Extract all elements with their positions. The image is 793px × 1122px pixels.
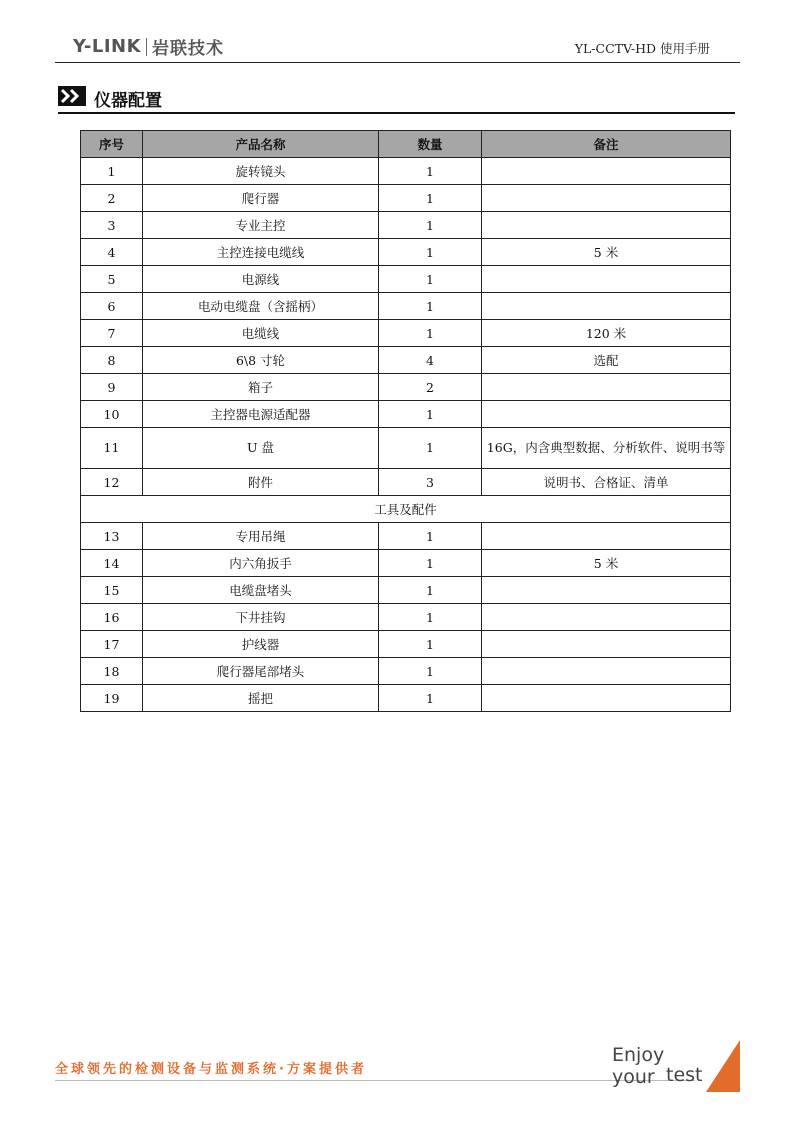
group-row <box>81 496 731 523</box>
table-row <box>81 185 731 212</box>
cell-number: 16 <box>81 604 143 631</box>
cell-note <box>482 158 731 185</box>
column-header-number: 序号 <box>81 131 143 158</box>
cell-number: 5 <box>81 266 143 293</box>
table-row <box>81 658 731 685</box>
cell-number: 10 <box>81 401 143 428</box>
cell-number: 12 <box>81 469 143 496</box>
cell-note <box>482 658 731 685</box>
cell-number: 14 <box>81 550 143 577</box>
cell-quantity: 1 <box>379 658 482 685</box>
table-row <box>81 239 731 266</box>
cell-number: 17 <box>81 631 143 658</box>
double-chevron-icon <box>58 86 86 106</box>
brand-tagline-line2: test <box>666 1064 703 1086</box>
cell-quantity: 1 <box>379 631 482 658</box>
cell-quantity: 1 <box>379 320 482 347</box>
cell-note <box>482 604 731 631</box>
footer-divider <box>55 1080 695 1081</box>
cell-product-name: 主控器电源适配器 <box>143 401 379 428</box>
cell-number: 6 <box>81 293 143 320</box>
brand-tagline <box>612 1044 712 1088</box>
cell-quantity: 1 <box>379 293 482 320</box>
logo-divider <box>146 38 147 56</box>
cell-note: 120 米 <box>482 320 731 347</box>
cell-note <box>482 401 731 428</box>
table-row <box>81 320 731 347</box>
document-title: YL-CCTV-HD 使用手册 <box>574 41 710 56</box>
cell-number: 7 <box>81 320 143 347</box>
cell-product-name: 旋转镜头 <box>143 158 379 185</box>
cell-note: 说明书、合格证、清单 <box>482 469 731 496</box>
cell-quantity: 1 <box>379 185 482 212</box>
cell-product-name: 内六角扳手 <box>143 550 379 577</box>
cell-number: 11 <box>81 428 143 469</box>
section-heading <box>58 86 735 114</box>
cell-quantity: 1 <box>379 428 482 469</box>
cell-note <box>482 185 731 212</box>
cell-note <box>482 685 731 712</box>
table-row <box>81 347 731 374</box>
cell-product-name: 下井挂钩 <box>143 604 379 631</box>
table-row <box>81 550 731 577</box>
logo-chinese-name: 岩联技术 <box>152 39 225 59</box>
cell-product-name: 电动电缆盘（含摇柄） <box>143 293 379 320</box>
table-row <box>81 631 731 658</box>
cell-product-name: 专用吊绳 <box>143 523 379 550</box>
cell-number: 8 <box>81 347 143 374</box>
cell-number: 19 <box>81 685 143 712</box>
cell-number: 2 <box>81 185 143 212</box>
table-row <box>81 523 731 550</box>
footer-slogan: 全球领先的检测设备与监测系统·方案提供者 <box>55 1062 367 1077</box>
cell-number: 4 <box>81 239 143 266</box>
cell-product-name: 电缆线 <box>143 320 379 347</box>
cell-quantity: 1 <box>379 266 482 293</box>
page-header <box>55 30 740 63</box>
cell-quantity: 1 <box>379 401 482 428</box>
cell-product-name: 护线器 <box>143 631 379 658</box>
cell-number: 15 <box>81 577 143 604</box>
cell-product-name: 电源线 <box>143 266 379 293</box>
column-header-note: 备注 <box>482 131 731 158</box>
group-label: 工具及配件 <box>81 496 731 523</box>
cell-quantity: 1 <box>379 212 482 239</box>
cell-product-name: 摇把 <box>143 685 379 712</box>
cell-note <box>482 523 731 550</box>
cell-quantity: 1 <box>379 577 482 604</box>
cell-note: 5 米 <box>482 239 731 266</box>
cell-quantity: 1 <box>379 523 482 550</box>
table-row <box>81 604 731 631</box>
cell-product-name: 爬行器 <box>143 185 379 212</box>
cell-note: 选配 <box>482 347 731 374</box>
logo-mark: Y-LINK <box>73 36 142 57</box>
table-row <box>81 685 731 712</box>
cell-quantity: 3 <box>379 469 482 496</box>
cell-quantity: 1 <box>379 239 482 266</box>
section-title: 仪器配置 <box>94 91 162 111</box>
cell-note: 16G，内含典型数据、分析软件、说明书等 <box>482 428 731 469</box>
cell-product-name: 专业主控 <box>143 212 379 239</box>
cell-note <box>482 293 731 320</box>
company-logo <box>73 34 224 59</box>
cell-product-name: 附件 <box>143 469 379 496</box>
table-row <box>81 266 731 293</box>
cell-quantity: 1 <box>379 685 482 712</box>
cell-number: 9 <box>81 374 143 401</box>
equipment-table <box>80 130 731 712</box>
cell-product-name: 6\8 寸轮 <box>143 347 379 374</box>
table-row <box>81 293 731 320</box>
cell-note <box>482 374 731 401</box>
cell-product-name: U 盘 <box>143 428 379 469</box>
table-header-row <box>81 131 731 158</box>
cell-number: 3 <box>81 212 143 239</box>
table-row <box>81 158 731 185</box>
cell-quantity: 4 <box>379 347 482 374</box>
cell-number: 13 <box>81 523 143 550</box>
cell-product-name: 主控连接电缆线 <box>143 239 379 266</box>
column-header-name: 产品名称 <box>143 131 379 158</box>
cell-product-name: 电缆盘堵头 <box>143 577 379 604</box>
table-row <box>81 428 731 469</box>
cell-number: 18 <box>81 658 143 685</box>
cell-quantity: 1 <box>379 604 482 631</box>
orange-triangle-icon <box>706 1040 740 1092</box>
cell-quantity: 1 <box>379 158 482 185</box>
table-row <box>81 401 731 428</box>
table-row <box>81 469 731 496</box>
cell-product-name: 爬行器尾部堵头 <box>143 658 379 685</box>
brand-tagline-line1: Enjoy your <box>612 1044 665 1088</box>
cell-note <box>482 577 731 604</box>
table-row <box>81 577 731 604</box>
cell-note <box>482 266 731 293</box>
table-row <box>81 212 731 239</box>
cell-note: 5 米 <box>482 550 731 577</box>
cell-quantity: 1 <box>379 550 482 577</box>
cell-product-name: 箱子 <box>143 374 379 401</box>
cell-number: 1 <box>81 158 143 185</box>
cell-note <box>482 631 731 658</box>
column-header-quantity: 数量 <box>379 131 482 158</box>
cell-quantity: 2 <box>379 374 482 401</box>
cell-note <box>482 212 731 239</box>
table-row <box>81 374 731 401</box>
